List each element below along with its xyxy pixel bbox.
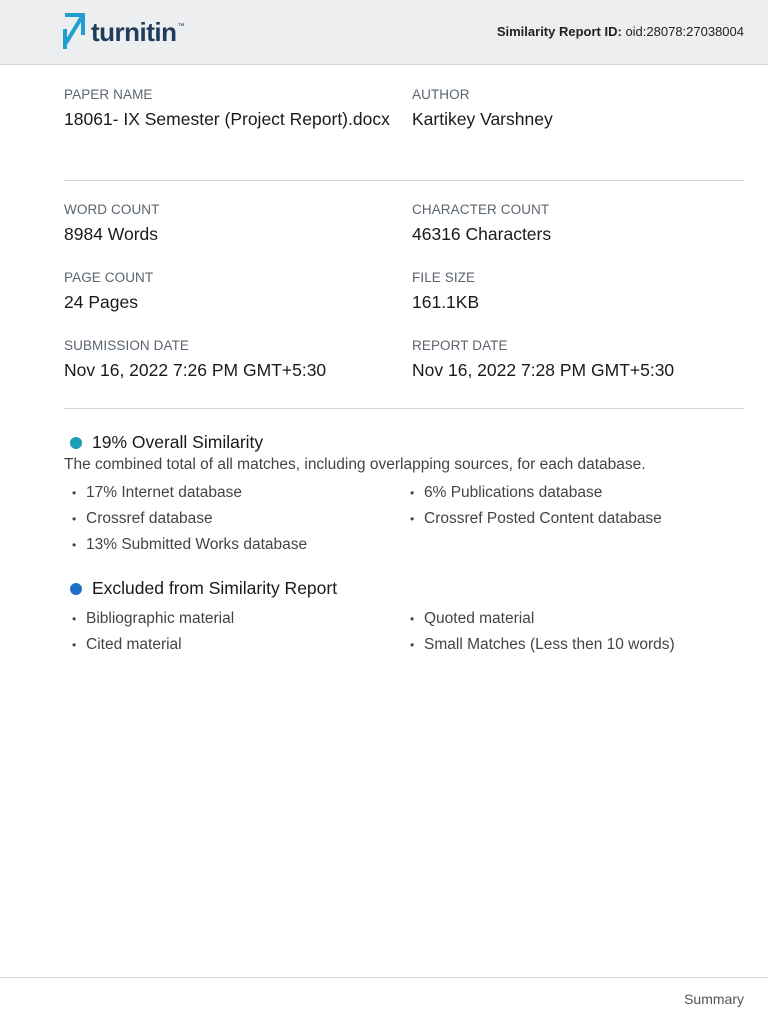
excluded-dot-icon [70,583,82,595]
divider-bottom [64,408,744,409]
excluded-item-label: Small Matches (Less then 10 words) [424,636,675,653]
similarity-item-label: Crossref Posted Content database [424,510,662,527]
report-id-label: Similarity Report ID: [496,24,622,39]
turnitin-logo-text: turnitin [91,16,177,47]
character-count-field [412,202,551,245]
turnitin-logo-icon [62,13,88,51]
footer-divider [0,977,768,978]
header-bar [0,0,768,65]
excluded-item-label: Quoted material [424,610,535,627]
paper-name-field [64,87,399,130]
word-count-field [64,202,160,245]
excluded-item-label: Cited material [86,636,182,653]
character-count-value: 46316 Characters [412,224,552,244]
divider-top [64,180,744,181]
bullet-icon: • [72,512,77,526]
bullet-icon: • [410,612,415,626]
file-size-label: FILE SIZE [412,270,476,285]
similarity-item-label: 17% Internet database [86,484,242,501]
word-count-value: 8984 Words [64,224,159,244]
paper-name-value: 18061- IX Semester (Project Report).docx [64,109,390,129]
page-count-field [64,270,153,313]
excluded-item [72,610,234,628]
similarity-item-label: 6% Publications database [424,484,603,501]
similarity-report-id [497,24,744,39]
turnitin-logo [62,13,185,51]
similarity-item-label: Crossref database [86,510,213,527]
similarity-dot-icon [70,437,82,449]
page-count-label: PAGE COUNT [64,270,154,285]
excluded-item [410,610,534,628]
submission-date-field [64,338,326,381]
bullet-icon: • [72,486,77,500]
submission-date-value: Nov 16, 2022 7:26 PM GMT+5:30 [64,360,327,380]
excluded-item [410,636,675,654]
similarity-item [72,510,213,528]
bullet-icon: • [72,612,77,626]
author-label: AUTHOR [412,87,470,102]
similarity-item [72,484,242,502]
excluded-title: Excluded from Similarity Report [92,578,338,598]
bullet-icon: • [72,538,77,552]
similarity-description: The combined total of all matches, including overlapping sources, for each database. [64,456,646,473]
report-date-field [412,338,674,381]
footer-summary-label: Summary [684,991,744,1007]
submission-date-label: SUBMISSION DATE [64,338,190,353]
bullet-icon: • [410,638,415,652]
author-field [412,87,742,130]
file-size-value: 161.1KB [412,292,480,312]
word-count-label: WORD COUNT [64,202,160,217]
character-count-label: CHARACTER COUNT [412,202,550,217]
excluded-item [72,636,182,654]
author-value: Kartikey Varshney [412,109,553,129]
trademark-symbol: ™ [177,22,185,30]
similarity-item-label: 13% Submitted Works database [86,536,308,553]
report-date-label: REPORT DATE [412,338,508,353]
excluded-item-label: Bibliographic material [86,610,235,627]
excluded-heading [70,578,337,599]
bullet-icon: • [72,638,77,652]
overall-similarity-title: 19% Overall Similarity [92,432,264,452]
bullet-icon: • [410,486,415,500]
report-date-value: Nov 16, 2022 7:28 PM GMT+5:30 [412,360,675,380]
file-size-field [412,270,479,313]
report-id-value: oid:28078:27038004 [625,24,744,39]
similarity-item [72,536,307,554]
bullet-icon: • [410,512,415,526]
similarity-item [410,484,602,502]
paper-name-label: PAPER NAME [64,87,153,102]
overall-similarity-heading [70,432,263,453]
similarity-item [410,510,662,528]
page-count-value: 24 Pages [64,292,138,312]
